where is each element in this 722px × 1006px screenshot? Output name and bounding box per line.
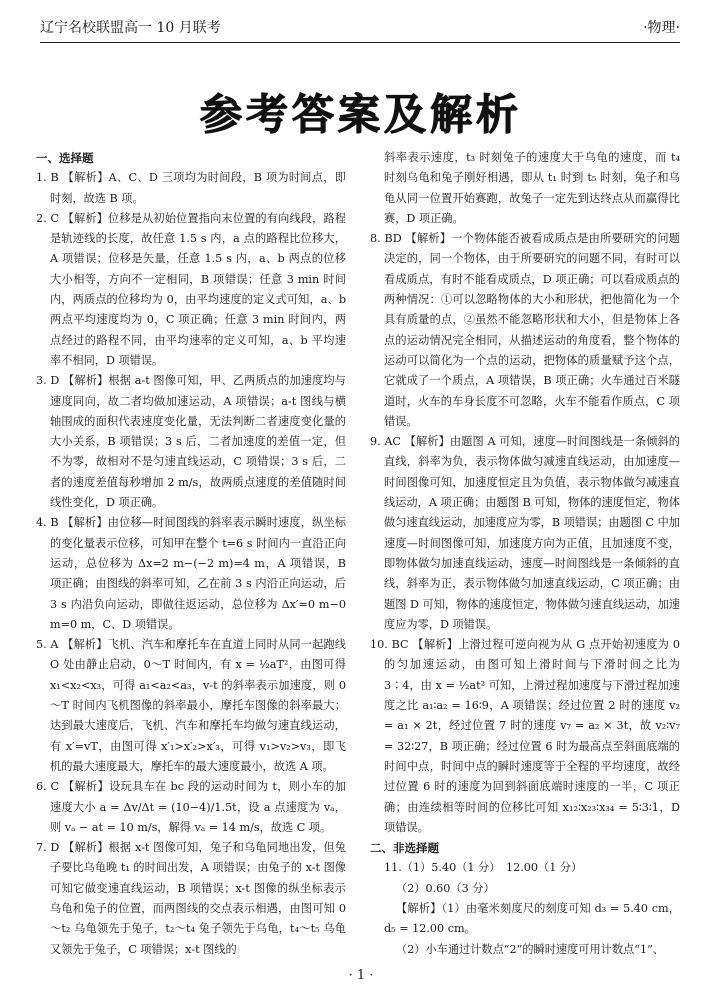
answer-item-1: 1. B 【解析】A、C、D 三项均为时间段，B 项为时间点，即时刻，故选 B 项。: [36, 171, 346, 205]
answer-item-11-line1: 11.（1）5.40（1 分） 12.00（1 分）: [384, 861, 583, 875]
section-heading-choice: 一、选择题: [36, 151, 94, 165]
answer-item-11-analysis: 【解析】（1）由毫米刻度尺的刻度可知 d₃ = 5.40 cm，d₅ = 12.00 cm。: [384, 901, 680, 936]
answer-item-5: 5. A 【解析】飞机、汽车和摩托车在直道上同时从同一起跑线 O 处由静止启动，0～T 时间内，有 x = ½aT²，由图可得 x₁<x₂<x₃，可得 a₁<a₂<a₃，v-t 的斜率表示加速度，则 0～T 时间内飞机图像的斜率最小，摩托车图像的斜率最大；达到最大速度后，飞机、汽车和摩托车均做匀速直线运动，有 x′=vT，由图可得 x′₁>x′₂>x′₃，可得 v₁>v₂>v₃，即飞机的最大速度最大，摩托车的最大速度最小，故选 A 项。: [36, 638, 346, 773]
answer-item-7: 7. D 【解析】根据 x-t 图像可知，兔子和乌龟同地出发，但兔子要比乌龟晚 t₁ 的时间出发，A 项错误；由兔子的 x-t 图像可知它做变速直线运动，B 项错误；x-t 图像的纵坐标表示乌龟和兔子的位置，而两图线的交点表示相遇，由图可知 0～t₂ 乌龟领先于兔子，t₂～t₄ 兔子领先于乌龟，t₄～t₅ 乌龟又领先于兔子，C 项错误；x-t 图线的: [36, 841, 346, 956]
answer-item-4: 4. B 【解析】由位移—时间图线的斜率表示瞬时速度，纵坐标的变化量表示位移，可知甲在整个 t=6 s 时间内一直沿正向运动，总位移为 Δx=2 m−(−2 m)=4 m，A 项错误，B 项正确；由图线的斜率可知，乙在前 3 s 内沿正向运动，后 3 s 内沿负向运动，即做往返运动，总位移为 Δx′=0 m−0 m=0 m，C、D 项错误。: [36, 516, 346, 631]
right-column: [370, 148, 680, 960]
answer-item-9: 9. AC 【解析】由题图 A 可知，速度—时间图线是一条倾斜的直线，斜率为负，表示物体做匀减速直线运动，由加速度—时间图像可知，加速度恒定且为负值，表示物体做匀减速直线运动，A 项正确；由题图 B 可知，物体的速度恒定，物体做匀速直线运动，加速度应为零，B 项错误；由题图 C 中加速度—时间图像可知，加速度方向为正值，且加速度不变，即物体做匀加速直线运动，速度—时间图线是一条倾斜的直线，斜率为正，表示物体做匀加速直线运动，C 项正确；由题图 D 可知，物体的速度恒定，物体做匀速直线运动，加速度应为零，D 项错误。: [370, 435, 680, 631]
answer-item-11-line4: （2）小车通过计数点“2”的瞬时速度可用计数点“1”、: [396, 942, 664, 956]
answer-item-2: 2. C 【解析】位移是从初始位置指向末位置的有向线段，路程是轨迹线的长度，故任意 1.5 s 内，a 点的路程比位移大，A 项错误；位移是矢量，任意 1.5 s 内，a、b 两点的位移大小相等，方向不一定相同，B 项错误；任意 3 min 时间内，两质点的位移均为 0，由平均速度的定义式可知，a、b 两点平均速度均为 0，C 项正确；任意 3 min 时间内，两点经过的路程不同，由平均速率的定义可知，a、b 平均速率不相同，D 项错误。: [36, 211, 346, 367]
answer-item-7-continued: 斜率表示速度，t₃ 时刻兔子的速度大于乌龟的速度，而 t₄ 时刻乌龟和兔子刚好相遇，即从 t₁ 时到 t₅ 时刻，兔子和乌龟从同一位置开始赛跑，故兔子一定先到达终点从而赢得比赛，D 项正确。: [384, 151, 680, 225]
answer-item-8: 8. BD 【解析】一个物体能否被看成质点是由所要研究的问题决定的，同一个物体，由于所要研究的问题不同，有时可以看成质点，有时不能看成质点，D 项正确；可以看成质点的两种情况：①可以忽略物体的大小和形状，把他简化为一个具有质量的点，②虽然不能忽略形状和大小，但是物体上各点的运动情况完全相同，从描述运动的角度看，整个物体的运动可以简化为一个点的运动，把物体的质量赋予这个点，它就成了一个质点，A 项错误，B 项正确；火车通过百米隧道时，火车的车身长度不可忽略，火车不能看作质点，C 项错误。: [370, 232, 680, 428]
exam-name: 辽宁名校联盟高一 10 月联考: [40, 20, 221, 36]
page-title: 参考答案及解析: [199, 90, 522, 139]
answer-item-6: 6. C 【解析】设玩具车在 bc 段的运动时间为 t，则小车的加速度大小 a = Δv/Δt = (10−4)/1.5t，设 a 点速度为 vₐ，则 vₐ − at = 10 m/s，解得 vₐ = 14 m/s，故选 C 项。: [36, 780, 346, 834]
page-number: · 1 ·: [348, 968, 374, 983]
subject-name: ·物理·: [643, 20, 680, 36]
section-heading-nonchoice: 二、非选择题: [370, 841, 439, 856]
left-column: [36, 148, 346, 960]
answer-item-3: 3. D 【解析】根据 a-t 图像可知，甲、乙两质点的加速度均与速度同向，故二者均做加速运动，A 项错误；a-t 图线与横轴围成的面积代表速度变化量，无法判断二者速度变化量的大小关系，B 项错误；3 s 后，二者加速度的差值一定，但不为零，故相对不是匀速直线运动，C 项错误；3 s 后，二者的速度差值每秒增加 2 m/s，故两质点速度的差值随时间线性变化，D 项正确。: [36, 374, 346, 510]
answer-item-11-line2: （2）0.60（3 分）: [396, 881, 495, 895]
answer-item-10: 10. BC 【解析】上滑过程可逆向视为从 G 点开始初速度为 0 的匀加速运动，由图可知上滑时间与下滑时间之比为 3∶4，由 x = ½at² 可知，上滑过程加速度与下滑过程加速度之比 a₁∶a₂ = 16∶9，A 项错误；经过位置 2 时的速度 v₂ = a₁ × 2t，经过位置 7 时的速度 v₇ = a₂ × 3t，故 v₂∶v₇ = 32∶27，B 项正确；经过位置 6 时为最高点至斜面底端的时间中点，时间中点的瞬时速度等于全程的平均速度，故经过位置 6 时的速度为回到斜面底端时速度的一半，C 项正确；由连续相等时间的位移比可知 x₁₂∶x₂₃∶x₃₄ = 5∶3∶1，D 项错误。: [370, 638, 680, 834]
page-header: [40, 14, 680, 43]
